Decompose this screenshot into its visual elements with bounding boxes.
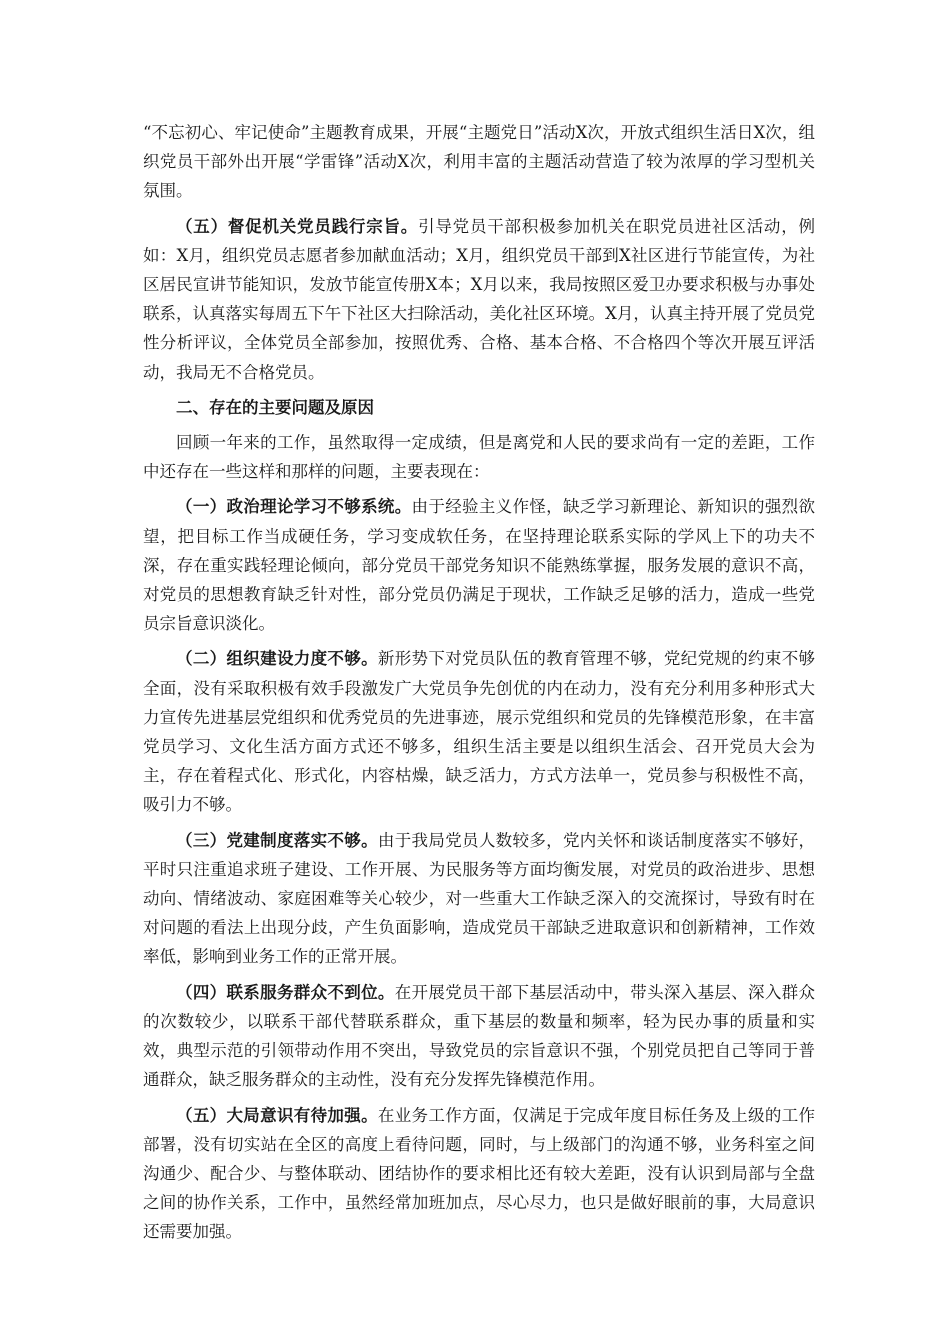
paragraph-intro [143, 428, 815, 486]
paragraph-lead: （三）党建制度落实不够。 [176, 830, 378, 850]
paragraph-text: 回顾一年来的工作，虽然取得一定成绩，但是离党和人民的要求尚有一定的差距，工作中还存在一些这样和那样的问题，主要表现在： [143, 433, 815, 482]
paragraph-lead: （五）大局意识有待加强。 [176, 1105, 378, 1125]
paragraph-continuation [143, 118, 815, 206]
paragraph-problem-1 [143, 492, 815, 638]
paragraph-text: 引导党员干部积极参加机关在职党员进社区活动，例如：X月，组织党员志愿者参加献血活动；X月，组织党员干部到X社区进行节能宣传，为社区居民宣讲节能知识，发放节能宣传册X本；X月以来，我局按照区爱卫办要求积极与办事处联系，认真落实每周五下午下社区大扫除活动，美化社区环境。X月，认真主持开展了党员党性分析评议，全体党员全部参加，按照优秀、合格、基本合格、不合格四个等次开展互评活动，我局无不合格党员。 [143, 216, 816, 382]
paragraph-text: 在业务工作方面，仅满足于完成年度目标任务及上级的工作部署，没有切实站在全区的高度上看待问题，同时，与上级部门的沟通不够，业务科室之间沟通少、配合少、与整体联动、团结协作的要求相比还有较大差距，没有认识到局部与全盘之间的协作关系，工作中，虽然经常加班加点，尽心尽力，也只是做好眼前的事，大局意识还需要加强。 [143, 1105, 816, 1242]
document-page [143, 118, 815, 1253]
section-heading: 二、存在的主要问题及原因 [176, 397, 374, 417]
paragraph-item-5-practice-purpose [143, 212, 815, 387]
paragraph-problem-5 [143, 1101, 815, 1247]
paragraph-lead: （四）联系服务群众不到位。 [176, 982, 395, 1002]
paragraph-lead: （一）政治理论学习不够系统。 [176, 497, 412, 517]
paragraph-problem-4 [143, 978, 815, 1095]
paragraph-text: “不忘初心、牢记使命”主题教育成果，开展“主题党日”活动X次，开放式组织生活日X次，组织党员干部外出开展“学雷锋”活动X次，利用丰富的主题活动营造了较为浓厚的学习型机关氛围。 [143, 123, 815, 201]
paragraph-problem-3 [143, 826, 815, 972]
paragraph-lead: （五）督促机关党员践行宗旨。 [176, 216, 419, 236]
paragraph-text: 在开展党员干部下基层活动中，带头深入基层、深入群众的次数较少，以联系干部代替联系群众，重下基层的数量和频率，轻为民办事的质量和实效，典型示范的引领带动作用不突出，导致党员的宗旨意识不强，个别党员把自己等同于普通群众，缺乏服务群众的主动性，没有充分发挥先锋模范作用。 [143, 982, 816, 1090]
paragraph-text: 由于我局党员人数较多，党内关怀和谈话制度落实不够好，平时只注重追求班子建设、工作开展、为民服务等方面均衡发展，对党员的政治进步、思想动向、情绪波动、家庭困难等关心较少，对一些重大工作缺乏深入的交流探讨，导致有时在对问题的看法上出现分歧，产生负面影响，造成党员干部缺乏进取意识和创新精神，工作效率低，影响到业务工作的正常开展。 [143, 830, 816, 967]
paragraph-text: 新形势下对党员队伍的教育管理不够，党纪党规的约束不够全面，没有采取积极有效手段激发广大党员争先创优的内在动力，没有充分利用多种形式大力宣传先进基层党组织和优秀党员的先进事迹，展示党组织和党员的先锋模范形象，在丰富党员学习、文化生活方面方式还不够多，组织生活主要是以组织生活会、召开党员大会为主，存在着程式化、形式化，内容枯燥，缺乏活力，方式方法单一，党员参与积极性不高，吸引力不够。 [143, 649, 816, 815]
paragraph-lead: （二）组织建设力度不够。 [176, 649, 378, 669]
paragraph-problem-2 [143, 644, 815, 819]
paragraph-text: 由于经验主义作怪，缺乏学习新理论、新知识的强烈欲望，把目标工作当成硬任务，学习变成软任务，在坚持理论联系实际的学风上下的功夫不深，存在重实践轻理论倾向，部分党员干部党务知识不能熟练掌握，服务发展的意识不高，对党员的思想教育缺乏针对性，部分党员仍满足于现状，工作缺乏足够的活力，造成一些党员宗旨意识淡化。 [143, 497, 816, 634]
